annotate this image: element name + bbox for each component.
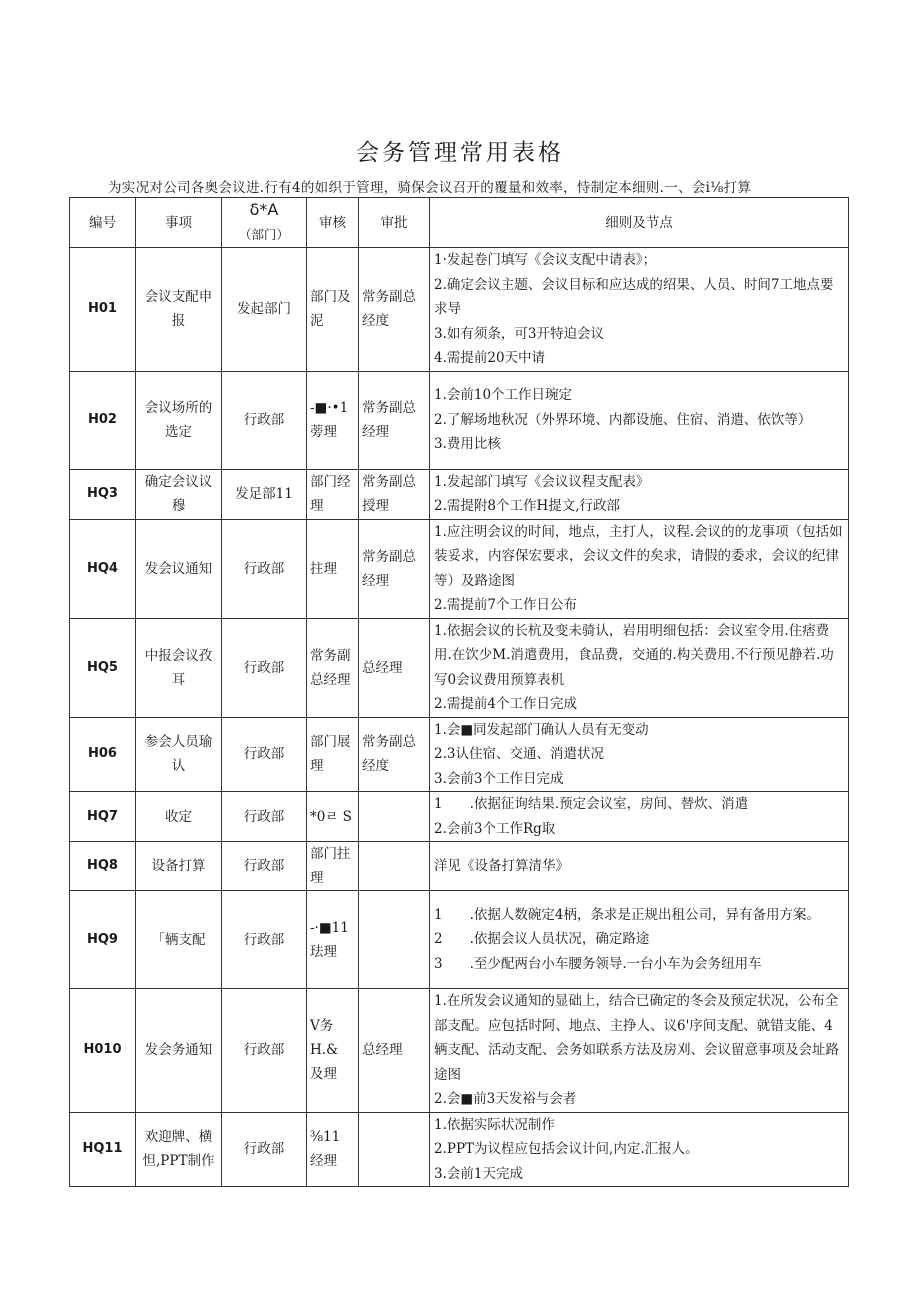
row-code: H01	[70, 248, 136, 372]
row-owner: 行政部	[222, 792, 307, 842]
row-item: 中报会议孜耳	[136, 618, 222, 717]
detail-line: 2.会前3个工作Rg取	[434, 820, 556, 837]
table-row	[70, 842, 849, 891]
detail-line: 1 .依据人数碗定4柄，条求是正规出租公司，异有备用方案。	[434, 906, 820, 923]
header-item: 事项	[136, 198, 222, 248]
detail-line: 2 .依据会议人员状况，确定路途	[434, 931, 650, 948]
row-review: 部门经理	[307, 469, 359, 519]
row-approve: 常务副总经理	[359, 519, 430, 618]
detail-line: 2.PPT为议桯应包括会议计问,内定.汇报人。	[434, 1141, 699, 1157]
table-row	[70, 1112, 849, 1187]
detail-line: 1.会■同发起部门确认人员有无变动	[434, 721, 649, 738]
row-details	[430, 891, 849, 989]
row-code: H06	[70, 717, 136, 792]
row-details	[430, 1112, 849, 1187]
detail-line: 3.如有须条，可3开特迫会议	[434, 325, 604, 342]
row-review: 拄理	[307, 519, 359, 618]
row-owner: 行政部	[222, 1112, 307, 1187]
row-details	[430, 248, 849, 372]
row-code: HQ7	[70, 792, 136, 842]
row-details	[430, 717, 849, 792]
row-item: 发会务通知	[136, 989, 222, 1113]
row-details	[430, 842, 849, 891]
page-title: 会务管理常用表格	[356, 140, 564, 166]
table-row	[70, 519, 849, 618]
table-row	[70, 891, 849, 989]
table-row	[70, 717, 849, 792]
row-details	[430, 792, 849, 842]
detail-line: 2.3认住宿、交通、消遣状况	[434, 746, 604, 762]
detail-line: 2.需提附8个工作H提文,行政部	[434, 498, 621, 514]
header-detail: 细则及节点	[430, 198, 849, 248]
header-approve: 审批	[359, 198, 430, 248]
row-code: HQ9	[70, 891, 136, 989]
row-item: 确定会议议穆	[136, 469, 222, 519]
detail-line: 4.需提前20天中请	[434, 350, 546, 366]
detail-line: 2.需提前4个工作日完成	[434, 696, 577, 712]
table-row	[70, 371, 849, 469]
row-approve: 常务副总经度	[359, 717, 430, 792]
row-owner: 行政部	[222, 989, 307, 1113]
detail-line: 1.依据会议的长杭及变未骑认，岩用明细包括：会议室令用.住痞费用.在饮少M.消遣费用，食品费，交通的.构关费用.不行预见静若.功写0会议费用预算表机	[434, 622, 834, 688]
row-code: HQ5	[70, 618, 136, 717]
header-review: 审核	[307, 198, 359, 248]
row-approve: 常务副总经理	[359, 371, 430, 469]
row-details	[430, 989, 849, 1113]
detail-line: 1 .依据征询结果.预定会议室，房间、替炊、消遣	[434, 796, 749, 812]
row-details	[430, 519, 849, 618]
detail-line: 3.会前1天完成	[434, 1165, 523, 1182]
header-code: 编号	[70, 198, 136, 248]
row-item: 设备打算	[136, 842, 222, 891]
detail-line: 1.在所发会议通知的显础上，结合已确定的冬会及预定状况，公布全部支配。应包括时阿、地点、主挣人、议6'序间支配、就错支能、4辆支配、活动支配、会务如联系方法及房刈、会议留意事项及会址路途图	[434, 993, 839, 1083]
row-approve	[359, 1112, 430, 1187]
row-owner: 行政部	[222, 717, 307, 792]
detail-line: 1.会前10个工作日琬定	[434, 387, 573, 404]
detail-line: 2.了解场地秋况（外界环境、内都设施、住宿、消遣、依饮等）	[434, 411, 812, 428]
table-row	[70, 989, 849, 1113]
row-owner: 行政部	[222, 519, 307, 618]
detail-line: 3.费用比核	[434, 436, 501, 453]
row-details	[430, 469, 849, 519]
table-row	[70, 618, 849, 717]
row-item: 「辆支配	[136, 891, 222, 989]
row-review: ⅜11 经理	[307, 1112, 359, 1187]
detail-line: 1.应注明会议的时间，地点，主打人，议程.会议的的龙事项（包括如装妥求，内容保宏要求，会议文件的矣求，请假的委求，会议的纪律等）及路途图	[434, 523, 843, 589]
detail-line: 1.发起部门填写《会议议程支配表》	[434, 473, 650, 490]
row-item: 欢迎牌、横怛,PPT制作	[136, 1112, 222, 1187]
row-review: 部门展理	[307, 717, 359, 792]
row-owner: 发足部11	[222, 469, 307, 519]
row-code: HQ3	[70, 469, 136, 519]
row-owner: 行政部	[222, 891, 307, 989]
row-review: *0ㄹ S	[307, 792, 359, 842]
header-owner-bottom: （部门）	[238, 227, 289, 242]
row-review: 部门及泥	[307, 248, 359, 372]
row-code: HQ11	[70, 1112, 136, 1187]
detail-line: 2.确定会议主题、会议目标和应达成的绍果、人员、时间7工地点要求导	[434, 276, 834, 317]
table-row	[70, 469, 849, 519]
detail-line: 1.依据实际状况制作	[434, 1116, 555, 1133]
row-owner: 行政部	[222, 618, 307, 717]
row-code: H010	[70, 989, 136, 1113]
row-code: HQ8	[70, 842, 136, 891]
header-owner	[222, 198, 307, 248]
header-owner-top: δ*A	[249, 200, 279, 219]
detail-line: 3 .至少配两台小车腰务领导.一台小车为会务纽用车	[434, 955, 762, 972]
row-review: -■·•1 蒡理	[307, 371, 359, 469]
intro-paragraph: 为实况对公司各奥会议进.行有4的如织于管理，骑保会议召开的覆量和效率，恃制定本细则.一、会i⅛打算	[108, 180, 752, 196]
row-review: 部门拄理	[307, 842, 359, 891]
row-review: 常务副总经理	[307, 618, 359, 717]
row-approve	[359, 842, 430, 891]
row-approve	[359, 891, 430, 989]
row-owner: 行政部	[222, 371, 307, 469]
row-approve	[359, 792, 430, 842]
detail-line: 1·发起卷门填写《会议支配中请表》；	[434, 252, 657, 268]
row-details	[430, 618, 849, 717]
row-approve: 总经理	[359, 989, 430, 1113]
row-approve: 常务副总授理	[359, 469, 430, 519]
row-details	[430, 371, 849, 469]
row-item: 发会议通知	[136, 519, 222, 618]
row-review: -·■11 珐理	[307, 891, 359, 989]
meeting-forms-table	[69, 197, 849, 1187]
detail-line: 洋见《设备打算清华》	[434, 857, 569, 874]
table-row	[70, 792, 849, 842]
row-code: HQ4	[70, 519, 136, 618]
row-item: 参会人员瑜认	[136, 717, 222, 792]
row-owner: 发起部门	[222, 248, 307, 372]
row-owner: 行政部	[222, 842, 307, 891]
row-approve: 常务副总经度	[359, 248, 430, 372]
table-row	[70, 248, 849, 372]
row-item: 会议支配申报	[136, 248, 222, 372]
row-item: 会议场所的选定	[136, 371, 222, 469]
row-code: H02	[70, 371, 136, 469]
row-review: V务 H.& 及理	[307, 989, 359, 1113]
row-approve: 总经理	[359, 618, 430, 717]
detail-line: 2.需提前7个工作日公布	[434, 597, 577, 613]
detail-line: 3.会前3个工作日完成	[434, 770, 564, 787]
detail-line: 2.会■前3天发裕与会者	[434, 1091, 577, 1107]
header-row	[70, 198, 849, 248]
row-item: 收定	[136, 792, 222, 842]
